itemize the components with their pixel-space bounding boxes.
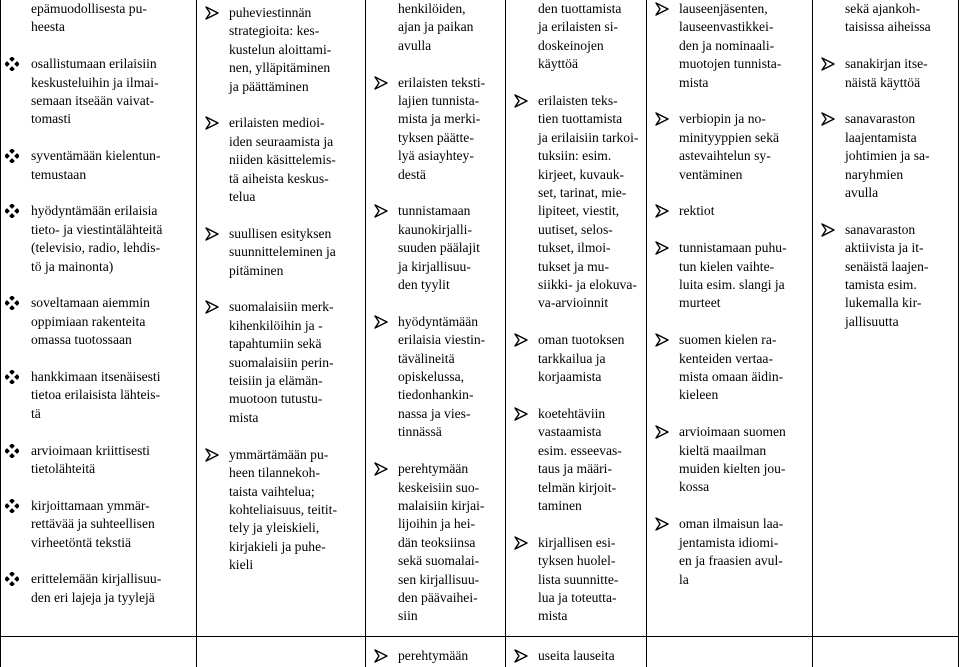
spacer: [655, 497, 809, 515]
spacer: [31, 423, 193, 441]
text-line: tävälineitä: [398, 350, 455, 366]
text-line: ja erilaisiin tarkoi-: [538, 129, 639, 145]
text-line: tä: [31, 405, 41, 421]
arrow-bullet-icon: [514, 333, 530, 349]
list-item: [655, 331, 809, 405]
list-item: [655, 423, 809, 497]
arrow-bullet-icon: [821, 223, 837, 239]
arrow-bullet-icon: [655, 517, 671, 533]
text-line: nen, ylläpitäminen: [229, 60, 331, 76]
column-5: [647, 0, 813, 636]
text-line: epämuodollisesta pu-: [31, 1, 147, 16]
text-line: verbiopin ja no-: [679, 111, 766, 127]
spacer: [514, 515, 643, 533]
text-line: syventämään kielentun-: [31, 148, 161, 164]
text-line: tely ja yleiskieli,: [229, 520, 320, 536]
text-line: den eri lajeja ja tyylejä: [31, 589, 155, 605]
text-line: kohteliaisuus, teitit-: [229, 501, 337, 517]
continued-text: [374, 0, 502, 55]
text-line: kirjakieli ja puhe-: [229, 538, 326, 554]
text-line: muiden kielten jou-: [679, 461, 786, 477]
text-line: jentamista idiomi-: [679, 534, 779, 550]
text-line: mista omaan äidin-: [679, 369, 784, 385]
arrow-bullet-icon: [821, 112, 837, 128]
text-line: rektiot: [679, 203, 715, 219]
text-line: tukset ja mu-: [538, 258, 609, 274]
spacer: [31, 350, 193, 368]
text-line: arvioimaan kriittisesti: [31, 442, 150, 458]
text-line: sanakirjan itse-: [845, 56, 928, 72]
spacer: [821, 92, 955, 110]
text-line: tietoa erilaisista lähteis-: [31, 387, 161, 403]
text-line: nassa ja vies-: [398, 405, 471, 421]
spacer: [655, 221, 809, 239]
spacer: [821, 202, 955, 220]
arrow-bullet-icon: [655, 241, 671, 257]
text-line: mista: [679, 74, 709, 90]
text-line: erilaisten teks-: [538, 93, 618, 109]
bottom-cell-5: [647, 636, 813, 667]
list-item: [31, 147, 193, 184]
text-line: tö ja mainonta): [31, 258, 114, 274]
continued-text: [514, 0, 643, 74]
text-line: tamista esim.: [845, 277, 917, 293]
list-item: [31, 442, 193, 479]
text-line: tiedonhankin-: [398, 387, 474, 403]
text-line: ja erilaisten si-: [538, 19, 619, 35]
diamond-bullet-icon: [5, 296, 21, 312]
spacer: [655, 405, 809, 423]
text-line: mista: [229, 409, 259, 425]
text-line: virheetöntä tekstiä: [31, 534, 132, 550]
list-item: [374, 202, 502, 294]
text-line: johtimien ja sa-: [845, 148, 930, 164]
list-item: [205, 298, 362, 427]
text-line: esim. esseevas-: [538, 442, 622, 458]
text-line: (televisio, radio, lehdis-: [31, 240, 161, 256]
bottom-cell-2: [197, 636, 366, 667]
column-4: [506, 0, 647, 636]
text-line: teisiin ja elämän-: [229, 373, 323, 389]
text-line: telmän kirjoit-: [538, 479, 617, 495]
list-item: [514, 331, 643, 386]
list-item: [821, 221, 955, 331]
list-item: [821, 55, 955, 92]
list-item: [374, 313, 502, 442]
list-item: [205, 4, 362, 96]
list-item: [655, 202, 809, 220]
text-line: hankkimaan itsenäisesti: [31, 369, 161, 385]
text-line: tunnistamaan puhu-: [679, 240, 787, 256]
spacer: [31, 552, 193, 570]
arrow-bullet-icon: [374, 462, 390, 478]
list-item: [514, 405, 643, 515]
text-line: erilaisten medioi-: [229, 115, 325, 131]
text-line: kieli: [229, 557, 254, 573]
text-line: doskeinojen: [538, 37, 604, 53]
text-line: temustaan: [31, 166, 87, 182]
arrow-bullet-icon: [655, 2, 671, 18]
text-line: minityyppien sekä: [679, 129, 780, 145]
list-item: [31, 368, 193, 423]
text-line: niiden käsittelemis-: [229, 152, 336, 168]
text-line: opiskelussa,: [398, 369, 465, 385]
list-item: [31, 294, 193, 349]
diamond-bullet-icon: [5, 204, 21, 220]
list-item: [31, 55, 193, 129]
text-line: oman ilmaisun laa-: [679, 516, 784, 532]
text-line: mista ja merki-: [398, 111, 481, 127]
bottom-cell-1: [1, 636, 197, 667]
text-line: osallistumaan erilaisiin: [31, 56, 157, 72]
text-line: taus ja määri-: [538, 461, 612, 477]
list-item: [374, 647, 502, 665]
text-line: laajentamista: [845, 129, 917, 145]
text-line: perehtymään: [398, 648, 469, 663]
text-line: kirjeet, kuvauk-: [538, 166, 625, 182]
text-line: den päävaihei-: [398, 589, 478, 605]
text-line: erittelemään kirjallisuu-: [31, 571, 162, 587]
arrow-bullet-icon: [205, 227, 221, 243]
text-line: rettävää ja suhteellisen: [31, 516, 155, 532]
text-line: korjaamista: [538, 369, 602, 385]
spacer: [31, 129, 193, 147]
arrow-bullet-icon: [205, 116, 221, 132]
arrow-bullet-icon: [655, 333, 671, 349]
text-line: taista vaihtelua;: [229, 483, 315, 499]
text-line: kaunokirjalli-: [398, 221, 472, 237]
list-item: [374, 460, 502, 626]
text-line: kossa: [679, 479, 710, 495]
arrow-bullet-icon: [655, 204, 671, 220]
text-line: jallisuutta: [845, 313, 899, 329]
arrow-bullet-icon: [205, 300, 221, 316]
text-line: malaisiin kirjai-: [398, 497, 485, 513]
text-line: hyödyntämään: [398, 313, 479, 329]
spacer: [374, 294, 502, 312]
text-line: aktiivista ja it-: [845, 240, 924, 256]
text-line: heen tilannekoh-: [229, 465, 320, 481]
text-line: tukset, ilmoi-: [538, 240, 611, 256]
text-line: omassa tuotossaan: [31, 332, 132, 348]
text-line: va-arvioinnit: [538, 295, 609, 311]
arrow-bullet-icon: [514, 649, 530, 665]
arrow-bullet-icon: [514, 536, 530, 552]
text-line: suomalaisiin perin-: [229, 354, 334, 370]
arrow-bullet-icon: [821, 57, 837, 73]
arrow-bullet-icon: [374, 649, 390, 665]
spacer: [374, 442, 502, 460]
text-line: lyä asiayhtey-: [398, 148, 474, 164]
text-line: la: [679, 571, 689, 587]
text-line: tomasti: [31, 111, 72, 127]
text-line: erilaisten teksti-: [398, 74, 486, 90]
text-line: ventäminen: [679, 166, 743, 182]
text-line: pitäminen: [229, 262, 284, 278]
spacer: [31, 37, 193, 55]
text-line: keskusteluihin ja ilmai-: [31, 74, 159, 90]
text-line: oman tuotoksen: [538, 332, 625, 348]
text-line: henkilöiden,: [398, 1, 466, 16]
text-line: kihenkilöihin ja -: [229, 317, 323, 333]
text-line: luita esim. slangi ja: [679, 277, 785, 293]
list-item: [655, 239, 809, 313]
text-line: lauseenjäsenten,: [679, 1, 768, 16]
text-line: soveltamaan aiemmin: [31, 295, 150, 311]
text-line: lauseenvastikkei-: [679, 19, 774, 35]
list-item: [514, 647, 643, 665]
text-line: tarkkailua ja: [538, 350, 606, 366]
text-line: set, tarinat, mie-: [538, 185, 627, 201]
text-line: sanavaraston: [845, 221, 916, 237]
text-line: ja päättäminen: [229, 78, 309, 94]
list-item: [821, 110, 955, 202]
text-line: lipiteet, viestit,: [538, 203, 620, 219]
text-line: kieltä maailman: [679, 442, 767, 458]
text-line: mista: [538, 608, 568, 624]
text-line: tyksen huolel-: [538, 553, 616, 569]
list-item: [655, 110, 809, 184]
text-line: tien tuottamista: [538, 111, 623, 127]
text-line: erilaisia viestin-: [398, 332, 486, 348]
list-item: [514, 534, 643, 626]
spacer: [31, 276, 193, 294]
spacer: [205, 280, 362, 298]
spacer: [205, 427, 362, 445]
list-item: [655, 515, 809, 589]
text-line: kenteiden vertaa-: [679, 350, 773, 366]
text-line: den tuottamista: [538, 1, 622, 16]
spacer: [205, 96, 362, 114]
text-line: tyksen päätte-: [398, 129, 474, 145]
continued-text: [821, 0, 955, 37]
arrow-bullet-icon: [514, 94, 530, 110]
text-line: koetehtäviin: [538, 405, 606, 421]
spacer: [374, 184, 502, 202]
text-line: taminen: [538, 497, 582, 513]
text-line: perehtymään: [398, 461, 469, 477]
text-line: senäistä laajen-: [845, 258, 929, 274]
text-line: käyttöä: [538, 56, 579, 72]
text-line: tieto- ja viestintälähteitä: [31, 221, 163, 237]
text-line: tietolähteitä: [31, 461, 96, 477]
text-line: semaan itseään vaivat-: [31, 93, 155, 109]
bottom-cell-4: [506, 636, 647, 667]
spacer: [655, 92, 809, 110]
diamond-bullet-icon: [5, 57, 21, 73]
text-line: taisissa aiheissa: [845, 19, 931, 35]
diamond-bullet-icon: [5, 572, 21, 588]
arrow-bullet-icon: [205, 6, 221, 22]
text-line: ja kirjallisuu-: [398, 258, 471, 274]
text-line: tunnistamaan: [398, 203, 471, 219]
text-line: sekä suomalai-: [398, 553, 480, 569]
text-line: lista suunnitte-: [538, 571, 619, 587]
diamond-bullet-icon: [5, 444, 21, 460]
text-line: hyödyntämään erilaisia: [31, 203, 158, 219]
text-line: destä: [398, 166, 426, 182]
arrow-bullet-icon: [374, 76, 390, 92]
list-item: [31, 497, 193, 552]
text-line: kustelun aloittami-: [229, 41, 332, 57]
diamond-bullet-icon: [5, 370, 21, 386]
text-line: useita lauseita: [538, 648, 615, 663]
column-3: [366, 0, 506, 636]
text-line: siin: [398, 608, 418, 624]
spacer: [655, 313, 809, 331]
list-item: [374, 74, 502, 184]
text-line: siikki- ja elokuva-: [538, 277, 637, 293]
spacer: [514, 387, 643, 405]
spacer: [514, 74, 643, 92]
text-line: heesta: [31, 19, 65, 35]
arrow-bullet-icon: [205, 448, 221, 464]
text-line: suomalaisiin merk-: [229, 299, 334, 315]
text-line: avulla: [398, 37, 432, 53]
text-line: avulla: [845, 185, 879, 201]
diamond-bullet-icon: [5, 499, 21, 515]
arrow-bullet-icon: [655, 112, 671, 128]
text-line: lajien tunnista-: [398, 93, 480, 109]
text-line: den ja nominaali-: [679, 37, 775, 53]
list-item: [31, 202, 193, 276]
spacer: [821, 37, 955, 55]
spacer: [514, 313, 643, 331]
spacer: [655, 184, 809, 202]
text-line: tä aiheista keskus-: [229, 170, 329, 186]
spacer: [31, 184, 193, 202]
column-1: [1, 0, 197, 636]
column-2: [197, 0, 366, 636]
text-line: muotoon tutustu-: [229, 391, 323, 407]
text-line: suuden päälajit: [398, 240, 480, 256]
text-line: sanavaraston: [845, 111, 916, 127]
text-line: tuksiin: esim.: [538, 148, 612, 164]
text-line: naryhmien: [845, 166, 904, 182]
list-item: [205, 114, 362, 206]
diamond-bullet-icon: [5, 149, 21, 165]
list-item: [514, 92, 643, 313]
spacer: [31, 478, 193, 496]
text-line: lijoihin ja hei-: [398, 516, 476, 532]
list-item: [205, 225, 362, 280]
text-line: keskeisiin suo-: [398, 479, 480, 495]
text-line: tun kielen vaihte-: [679, 258, 775, 274]
spacer: [374, 55, 502, 73]
text-line: tapahtumiin sekä: [229, 336, 322, 352]
list-item: [31, 570, 193, 607]
text-line: en ja fraasien avul-: [679, 553, 783, 569]
bottom-cell-6: [813, 636, 959, 667]
text-line: suullisen esityksen: [229, 225, 332, 241]
text-line: astevaihtelun sy-: [679, 148, 771, 164]
text-line: dän teoksiinsa: [398, 534, 476, 550]
text-line: sekä ajankoh-: [845, 1, 921, 16]
text-line: tinnässä: [398, 424, 442, 440]
spacer: [205, 206, 362, 224]
text-line: iden seuraamista ja: [229, 133, 334, 149]
text-line: suunnitteleminen ja: [229, 244, 336, 260]
text-line: arvioimaan suomen: [679, 424, 786, 440]
text-line: murteet: [679, 295, 721, 311]
text-line: kieleen: [679, 387, 719, 403]
text-line: strategioita: kes-: [229, 23, 320, 39]
text-line: den tyylit: [398, 277, 450, 293]
text-line: puheviestinnän: [229, 5, 312, 20]
list-item: [655, 0, 809, 92]
column-6: [813, 0, 959, 636]
text-line: sen kirjallisuu-: [398, 571, 480, 587]
text-line: kirjallisen esi-: [538, 534, 616, 550]
text-line: lua ja toteutta-: [538, 589, 617, 605]
text-line: näistä käyttöä: [845, 74, 921, 90]
text-line: suomen kielen ra-: [679, 332, 777, 348]
list-item: [205, 446, 362, 575]
text-line: muotojen tunnista-: [679, 56, 782, 72]
text-line: telua: [229, 189, 256, 205]
text-line: uutiset, selos-: [538, 221, 613, 237]
arrow-bullet-icon: [374, 315, 390, 331]
text-line: oppimiaan rakenteita: [31, 313, 146, 329]
text-line: ymmärtämään pu-: [229, 446, 329, 462]
continued-text: [31, 0, 193, 37]
text-line: vastaamista: [538, 424, 602, 440]
text-line: kirjoittamaan ymmär-: [31, 497, 150, 513]
text-line: ajan ja paikan: [398, 19, 474, 35]
text-line: lukemalla kir-: [845, 295, 922, 311]
arrow-bullet-icon: [374, 204, 390, 220]
bottom-cell-3: [366, 636, 506, 667]
arrow-bullet-icon: [514, 407, 530, 423]
arrow-bullet-icon: [655, 425, 671, 441]
